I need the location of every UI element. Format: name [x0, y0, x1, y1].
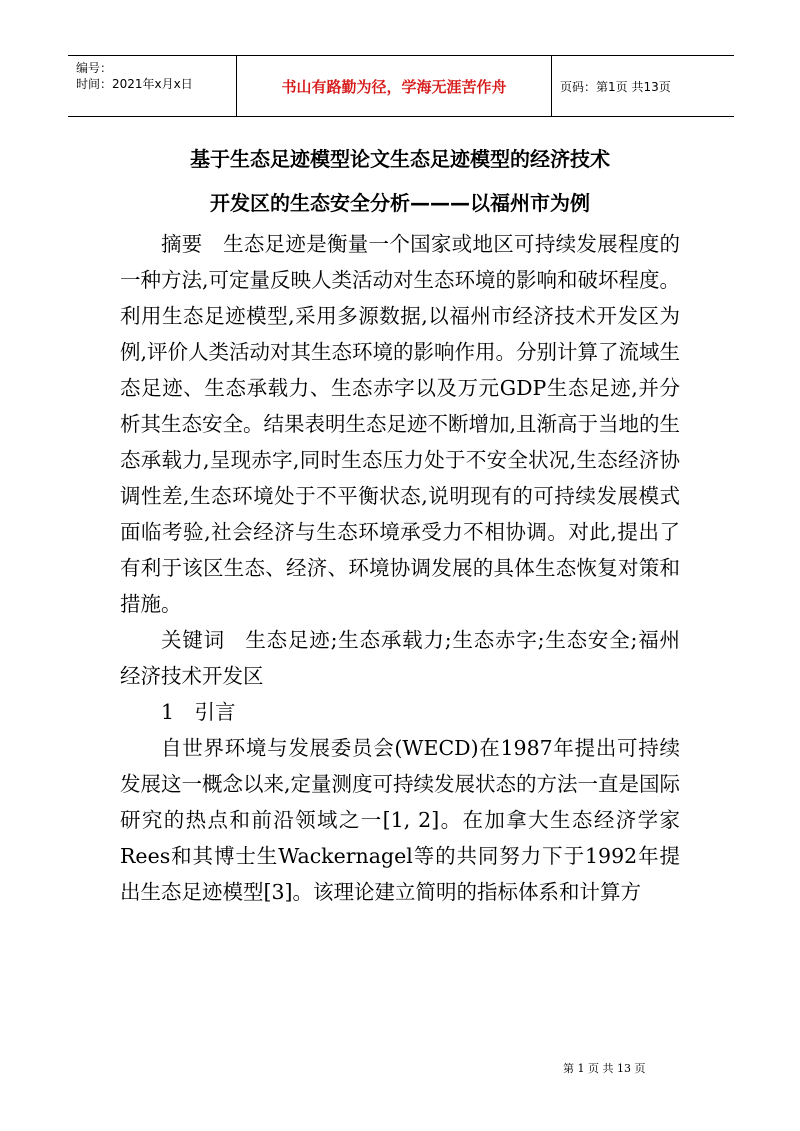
title-line-1: 基于生态足迹模型论文生态足迹模型的经济技术 — [190, 147, 610, 171]
header-meta — [68, 56, 236, 116]
keywords-text: 生态足迹;生态承载力;生态赤字;生态安全;福州经济技术开发区 — [120, 628, 680, 688]
page-number-label: 页码：第1页 共13页 — [560, 79, 671, 94]
abstract-paragraph — [120, 226, 680, 622]
header-motto-cell — [236, 56, 552, 116]
document-body — [120, 226, 680, 910]
header-page-cell — [552, 56, 734, 116]
section-paragraph: 自世界环境与发展委员会(WECD)在1987年提出可持续发展这一概念以来,定量测度可持续发展状态的方法一直是国际研究的热点和前沿领域之一[1, 2]。在加拿大生态经济学家Rees和其博士生Wackernagel等的共同努力下于1992年提出生态足迹模型[3]。该理论建立简明的指标体系和计算方 — [120, 736, 681, 904]
motto-text: 书山有路勤为径，学海无涯苦作舟 — [281, 77, 507, 96]
keywords-paragraph — [120, 622, 680, 694]
section-number: 1 — [161, 700, 175, 724]
title-line-2: 开发区的生态安全分析———以福州市为例 — [210, 191, 590, 215]
keywords-label: 关键词 — [161, 628, 225, 652]
page-footer: 第 1 页 共 13 页 — [563, 1062, 646, 1075]
abstract-label: 摘要 — [161, 232, 203, 256]
abstract-text: 生态足迹是衡量一个国家或地区可持续发展程度的一种方法,可定量反映人类活动对生态环境的影响和破坏程度。利用生态足迹模型,采用多源数据,以福州市经济技术开发区为例,评价人类活动对其生态环境的影响作用。分别计算了流域生态足迹、生态承载力、生态赤字以及万元GDP生态足迹,并分析其生态安全。结果表明生态足迹不断增加,且渐高于当地的生态承载力,呈现赤字,同时生态压力处于不安全状况,生态经济协调性差,生态环境处于不平衡状态,说明现有的可持续发展模式面临考验,社会经济与生态环境承受力不相协调。对此,提出了有利于该区生态、经济、环境协调发展的具体生态恢复对策和措施。 — [120, 232, 681, 616]
section-heading — [120, 694, 680, 730]
date-label: 时间：2021年x月x日 — [76, 77, 193, 91]
document-header — [68, 55, 734, 117]
section-title: 引言 — [194, 700, 236, 724]
serial-number-label: 编号： — [76, 61, 113, 75]
